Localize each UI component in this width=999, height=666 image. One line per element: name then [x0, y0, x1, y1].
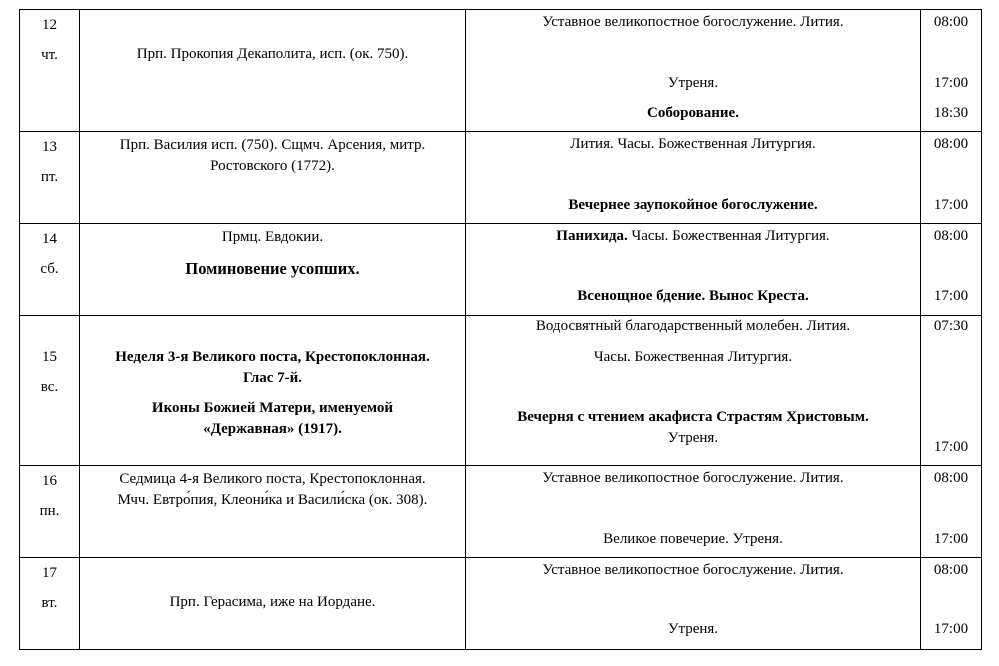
service-line: Соборование.	[647, 105, 739, 121]
service-time: 17:00	[933, 197, 969, 213]
day-number: 13	[42, 139, 57, 155]
service-line: Всенощное бдение. Вынос Креста.	[577, 288, 809, 304]
service-time: 08:00	[933, 228, 969, 244]
service-cell	[466, 316, 921, 466]
service-cell	[466, 132, 921, 224]
saint-line: Седмица 4-я Великого поста, Крестопоклонная.	[119, 471, 426, 487]
weekday: чт.	[41, 47, 58, 63]
saint-line: Ростовского (1772).	[210, 158, 335, 174]
saint-line: Глас 7-й.	[242, 370, 303, 386]
time-cell	[921, 10, 982, 132]
saint-line: Мчч. Евтро́пия, Клеони́ка и Васили́ска (ок. 308).	[117, 492, 428, 508]
saint-line: Прмц. Евдокии.	[221, 229, 324, 245]
service-cell	[466, 466, 921, 558]
service-time: 17:00	[933, 531, 969, 547]
date-cell	[20, 10, 80, 132]
saint-cell	[80, 132, 466, 224]
day-number: 12	[42, 17, 57, 33]
service-line: Великое повечерие. Утреня.	[603, 531, 783, 547]
weekday: пт.	[40, 169, 59, 185]
service-time: 07:30	[933, 318, 969, 334]
weekday: вт.	[41, 595, 58, 611]
time-cell	[921, 316, 982, 466]
saint-cell	[80, 224, 466, 316]
table-row	[20, 132, 982, 224]
service-time: 08:00	[933, 136, 969, 152]
saint-cell	[80, 316, 466, 466]
service-cell	[466, 10, 921, 132]
service-line: Утреня.	[667, 621, 719, 637]
commemoration-title: Поминовение усопших.	[185, 259, 360, 278]
saint-line: Прп. Прокопия Декаполита, исп. (ок. 750).	[136, 46, 409, 62]
service-time: 17:00	[933, 439, 969, 455]
service-line: Утреня.	[667, 430, 719, 446]
weekday: пн.	[39, 503, 60, 519]
time-cell	[921, 558, 982, 650]
service-line: Уставное великопостное богослужение. Лития.	[542, 562, 844, 578]
saint-line: «Державная» (1917).	[203, 421, 342, 437]
table-row	[20, 10, 982, 132]
service-cell	[466, 224, 921, 316]
weekday: сб.	[40, 261, 59, 277]
time-cell	[921, 224, 982, 316]
day-number: 16	[42, 473, 57, 489]
time-cell	[921, 132, 982, 224]
date-cell	[20, 466, 80, 558]
service-rest: Часы. Божественная Литургия.	[627, 228, 830, 244]
service-bold-part: Панихида.	[556, 228, 628, 244]
table-row	[20, 466, 982, 558]
saint-line: Иконы Божией Матери, именуемой	[151, 400, 394, 416]
service-line: Водосвятный благодарственный молебен. Лития.	[535, 318, 851, 334]
day-number: 17	[42, 565, 57, 581]
weekday: вс.	[40, 379, 59, 395]
table-row	[20, 316, 982, 466]
service-time: 08:00	[933, 14, 969, 30]
saint-line: Неделя 3-я Великого поста, Крестопоклонная.	[115, 349, 430, 365]
service-line: Уставное великопостное богослужение. Лития.	[542, 14, 844, 30]
date-cell	[20, 132, 80, 224]
service-time: 17:00	[933, 621, 969, 637]
day-number: 15	[42, 349, 57, 365]
date-cell	[20, 224, 80, 316]
service-line: Уставное великопостное богослужение. Лития.	[542, 470, 844, 486]
saint-line: Прп. Герасима, иже на Иордане.	[169, 594, 376, 610]
time-cell	[921, 466, 982, 558]
saint-cell	[80, 10, 466, 132]
table-row	[20, 224, 982, 316]
service-cell	[466, 558, 921, 650]
day-number: 14	[42, 231, 57, 247]
date-cell	[20, 558, 80, 650]
service-time: 08:00	[933, 562, 969, 578]
service-line	[466, 228, 920, 245]
service-line: Вечернее заупокойное богослужение.	[568, 197, 818, 213]
service-time: 17:00	[933, 288, 969, 304]
service-line: Лития. Часы. Божественная Литургия.	[570, 136, 816, 152]
service-line: Утреня.	[667, 75, 719, 91]
date-cell	[20, 316, 80, 466]
saint-cell	[80, 558, 466, 650]
service-time: 08:00	[933, 470, 969, 486]
saint-line: Прп. Василия исп. (750). Сщмч. Арсения, митр.	[119, 137, 426, 153]
schedule-table	[19, 9, 982, 650]
table-row	[20, 558, 982, 650]
service-time: 18:30	[933, 105, 969, 121]
service-time: 17:00	[933, 75, 969, 91]
service-line: Часы. Божественная Литургия.	[593, 349, 793, 365]
saint-cell	[80, 466, 466, 558]
service-line: Вечерня с чтением акафиста Страстям Христовым.	[517, 409, 869, 425]
